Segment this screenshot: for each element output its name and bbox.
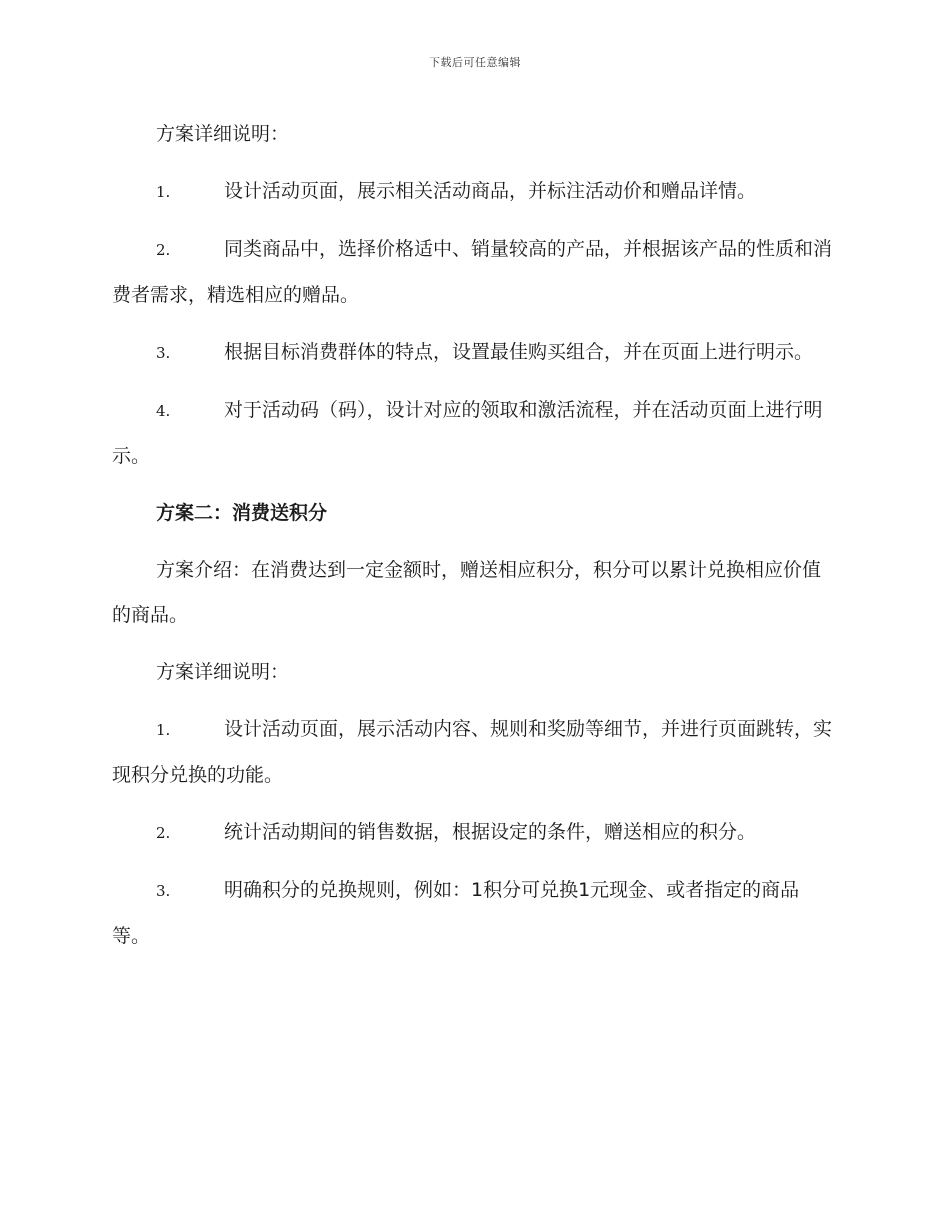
document-body	[112, 112, 832, 959]
list-item-text: 设计活动页面，展示相关活动商品，并标注活动价和赠品详情。	[224, 180, 757, 202]
list-item-number: 3.	[156, 344, 171, 362]
list-item-number: 1.	[156, 183, 171, 201]
section-title: 方案二：消费送积分	[156, 502, 328, 524]
list-item	[112, 330, 832, 376]
list-item-text: 同类商品中，选择价格适中、销量较高的产品，并根据该产品的性质和消费者需求，精选相应的赠品。	[112, 238, 833, 306]
list-item	[112, 868, 832, 959]
list-item-number: 1.	[156, 721, 171, 739]
list-item-number: 2.	[156, 241, 171, 259]
list-item	[112, 388, 832, 479]
list-item-text: 对于活动码（码），设计对应的领取和激活流程，并在活动页面上进行明示。	[112, 399, 823, 467]
page-header: 下载后可任意编辑	[429, 56, 521, 69]
list-item-text: 设计活动页面，展示活动内容、规则和奖励等细节，并进行页面跳转，实现积分兑换的功能。	[112, 718, 833, 786]
list-item-text: 明确积分的兑换规则，例如：1积分可兑换1元现金、或者指定的商品等。	[112, 879, 800, 947]
list-item-text: 根据目标消费群体的特点，设置最佳购买组合，并在页面上进行明示。	[224, 341, 814, 363]
list-item-number: 3.	[156, 882, 171, 900]
section-intro: 方案介绍：在消费达到一定金额时，赠送相应积分，积分可以累计兑换相应价值的商品。	[112, 559, 822, 626]
list-item	[112, 810, 832, 856]
list-item	[112, 227, 832, 318]
detail-heading: 方案详细说明：	[156, 123, 290, 145]
list-item	[112, 169, 832, 215]
detail-heading: 方案详细说明：	[156, 661, 290, 683]
list-item	[112, 707, 832, 798]
list-item-text: 统计活动期间的销售数据，根据设定的条件，赠送相应的积分。	[224, 821, 757, 843]
list-item-number: 2.	[156, 824, 171, 842]
list-item-number: 4.	[156, 402, 171, 420]
